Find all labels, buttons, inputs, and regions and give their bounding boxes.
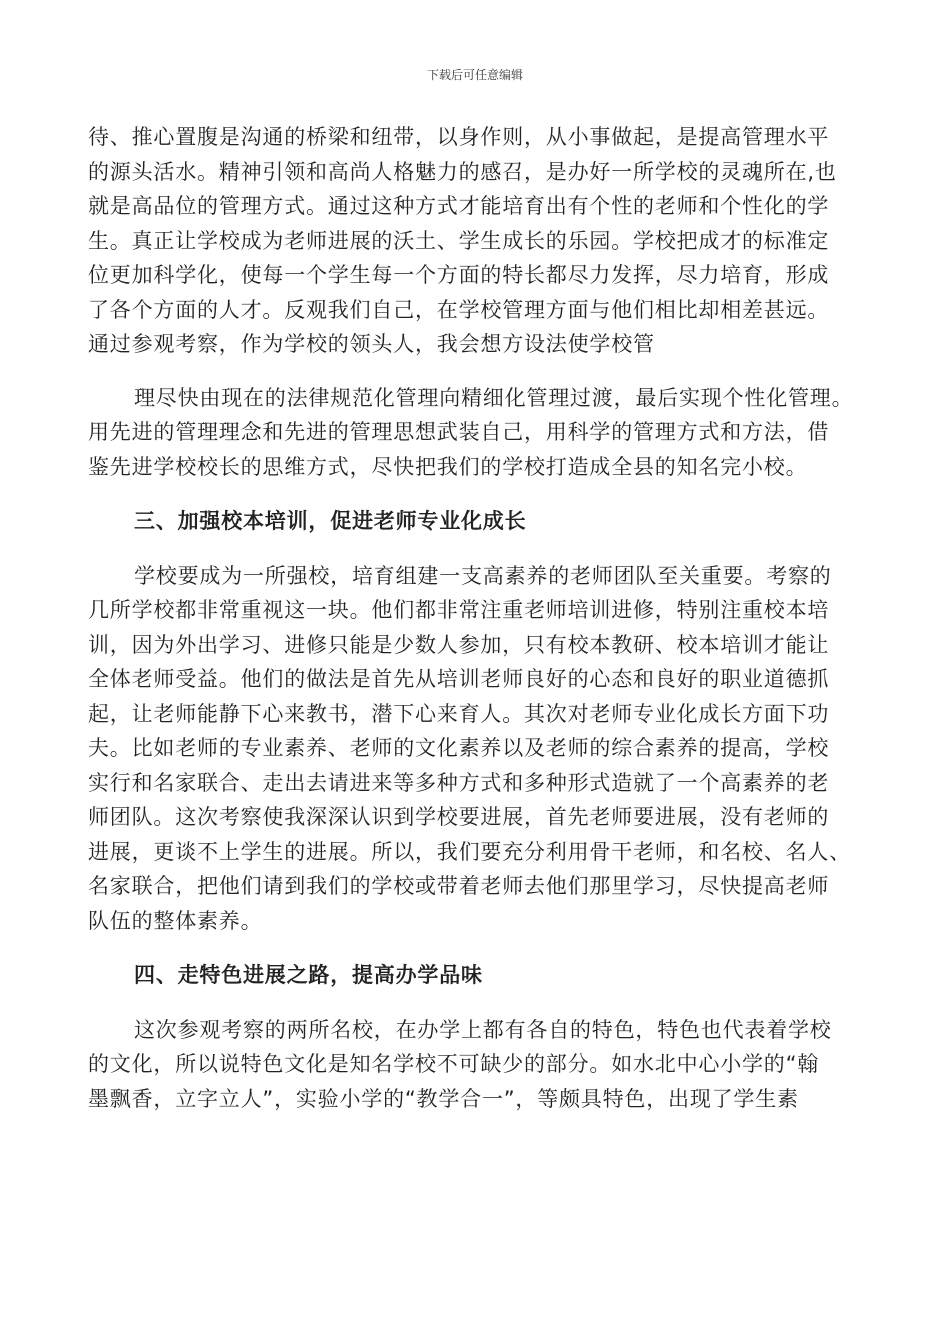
spacer bbox=[88, 938, 868, 958]
text-line: 的文化，所以说特色文化是知名学校不可缺少的部分。如水北中心小学的“翰 bbox=[88, 1052, 820, 1076]
text-line: 几所学校都非常重视这一块。他们都非常注重老师培训进修，特别注重校本培 bbox=[88, 598, 830, 622]
text-line: 名家联合，把他们请到我们的学校或带着老师去他们那里学习，尽快提高老师 bbox=[88, 874, 830, 898]
spacer bbox=[88, 993, 868, 1013]
spacer bbox=[88, 362, 868, 381]
text-line: 通过参观考察，作为学校的领头人，我会想方设法使学校管 bbox=[88, 332, 655, 356]
text-line: 进展，更谈不上学生的进展。所以，我们要充分利用骨干老师，和名校、名人、 bbox=[88, 839, 851, 864]
text-line: 就是高品位的管理方式。通过这种方式才能培育出有个性的老师和个性化的学 bbox=[88, 194, 830, 218]
text-line: 位更加科学化，使每一个学生每一个方面的特长都尽力发挥，尽力培育，形成 bbox=[88, 263, 830, 287]
page-header: 下载后可任意编辑 bbox=[426, 68, 523, 82]
paragraph-3 bbox=[88, 559, 868, 939]
text-line: 夫。比如老师的专业素养、老师的文化素养以及老师的综合素养的提高，学校 bbox=[88, 736, 830, 760]
spacer bbox=[88, 484, 868, 504]
text-line: 鉴先进学校校长的思维方式，尽快把我们的学校打造成全县的知名完小校。 bbox=[88, 454, 808, 479]
text-line: 实行和名家联合、走出去请进来等多种方式和多种形式造就了一个高素养的老 bbox=[88, 770, 830, 795]
text-line: 队伍的整体素养。 bbox=[88, 908, 263, 933]
paragraph-2 bbox=[88, 381, 868, 485]
text-line: 墨飘香，立字立人”，实验小学的“教学合一”，等颇具特色，出现了学生素 bbox=[88, 1086, 799, 1111]
paragraph-4 bbox=[88, 1013, 868, 1117]
paragraph-1 bbox=[88, 120, 868, 362]
text-line: 这次参观考察的两所名校，在办学上都有各自的特色，特色也代表着学校 bbox=[134, 1017, 832, 1042]
text-line: 师团队。这次考察使我深深认识到学校要进展，首先老师要进展，没有老师的 bbox=[88, 805, 830, 829]
text-line: 待、推心置腹是沟通的桥梁和纽带，以身作则，从小事做起，是提高管理水平 bbox=[88, 125, 830, 149]
text-line: 用先进的管理理念和先进的管理思想武装自己，用科学的管理方式和方法，借 bbox=[88, 420, 830, 444]
text-line: 的源头活水。精神引领和高尚人格魅力的感召，是办好一所学校的灵魂所在,也 bbox=[88, 159, 837, 184]
section-heading-3: 三、加强校本培训，促进老师专业化成长 bbox=[134, 509, 527, 533]
document-body bbox=[88, 120, 868, 1116]
text-line: 训，因为外出学习、进修只能是少数人参加，只有校本教研、校本培训才能让 bbox=[88, 632, 830, 657]
section-heading-4: 四、走特色进展之路，提高办学品味 bbox=[134, 963, 483, 987]
text-line: 了各个方面的人才。反观我们自己，在学校管理方面与他们相比却相差甚远。 bbox=[88, 297, 830, 322]
text-line: 生。真正让学校成为老师进展的沃土、学生成长的乐园。学校把成才的标准定 bbox=[88, 228, 830, 253]
text-line: 学校要成为一所强校，培育组建一支高素养的老师团队至关重要。考察的 bbox=[134, 563, 832, 588]
text-line: 理尽快由现在的法律规范化管理向精细化管理过渡，最后实现个性化管理。 bbox=[134, 385, 854, 410]
text-line: 全体老师受益。他们的做法是首先从培训老师良好的心态和良好的职业道德抓 bbox=[88, 667, 830, 691]
spacer bbox=[88, 539, 868, 559]
text-line: 起，让老师能静下心来教书，潜下心来育人。其次对老师专业化成长方面下功 bbox=[88, 701, 830, 726]
